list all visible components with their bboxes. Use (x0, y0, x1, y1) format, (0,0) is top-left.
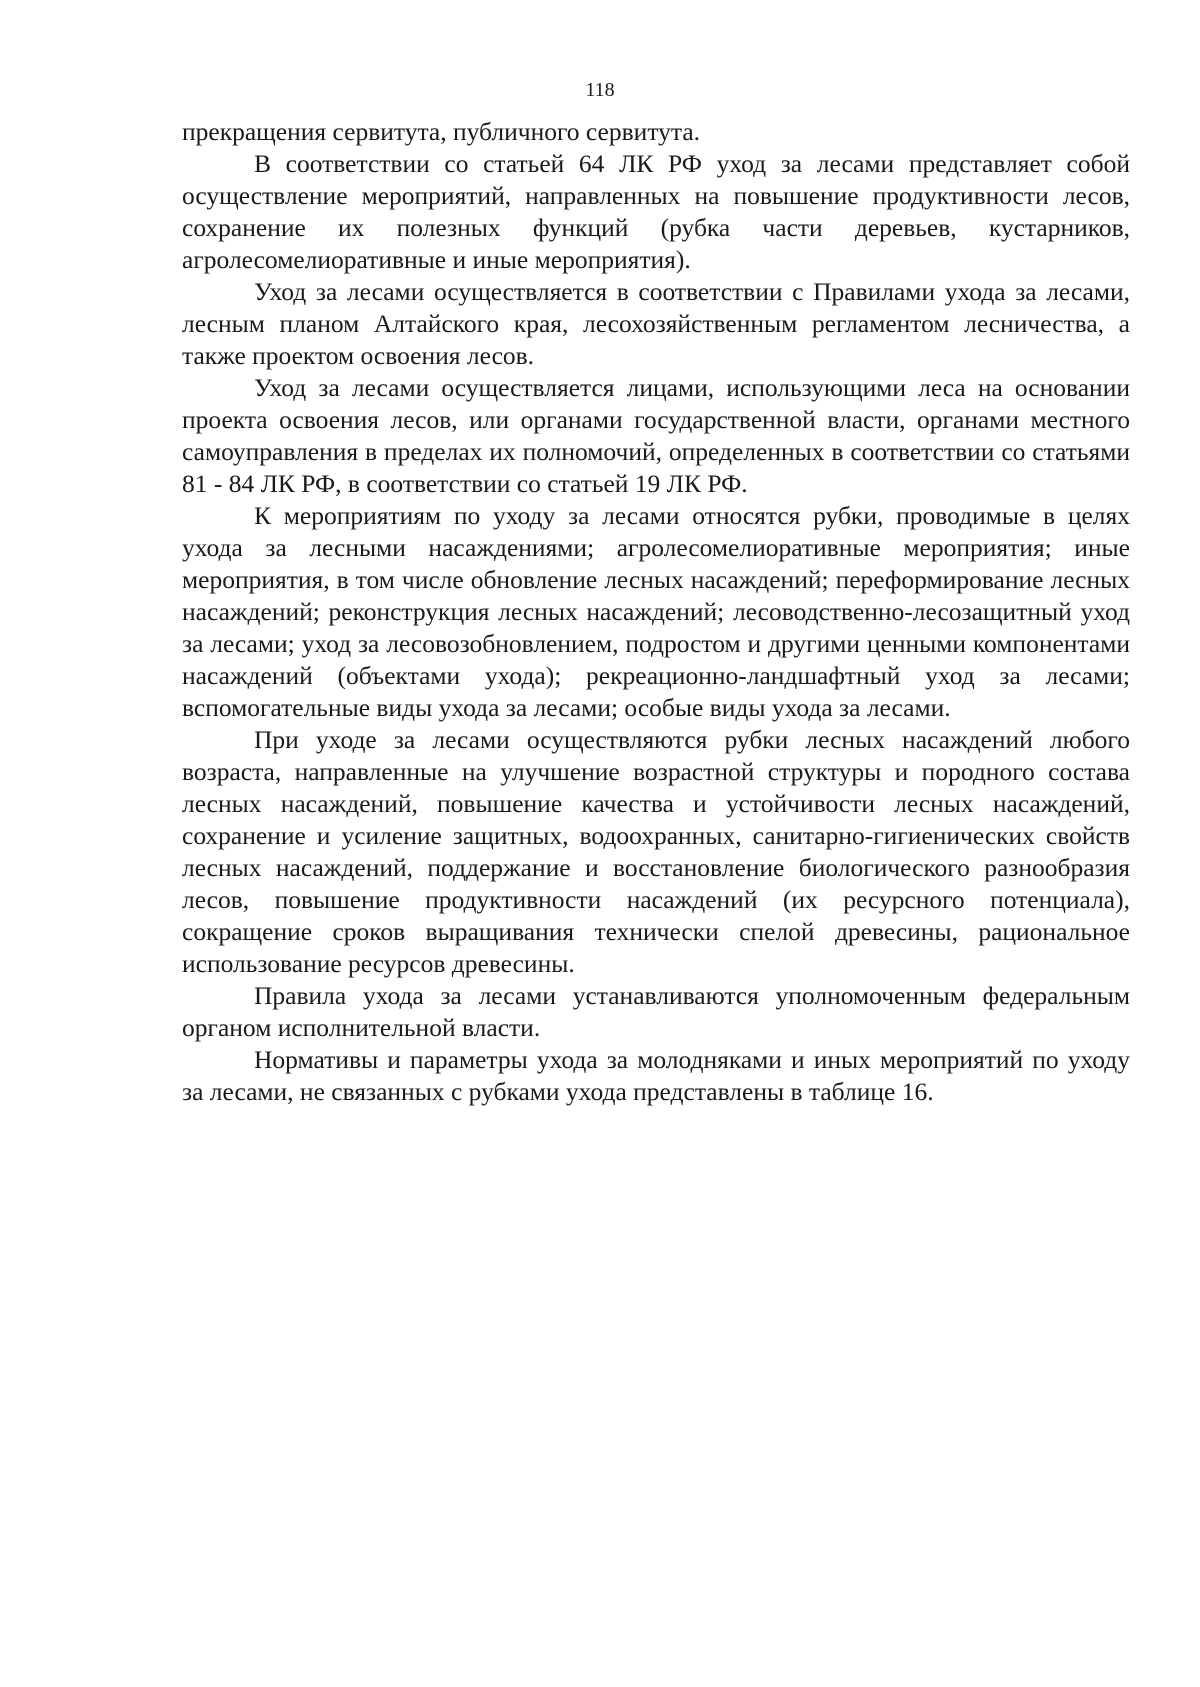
paragraph-care-performers: Уход за лесами осуществляется лицами, использующими леса на основании проекта освоения лесов, или органами государственной власти, органами местного самоуправления в пределах их полномочий, определенных в соответствии со статьями 81 - 84 ЛК РФ, в соответствии со статьей 19 ЛК РФ. (182, 373, 1130, 498)
paragraph-care-definition: В соответствии со статьей 64 ЛК РФ уход за лесами представляет собой осуществление мероприятий, направленных на повышение продуктивности лесов, сохранение их полезных функций (рубка части деревьев, кустарников, агролесомелиоративные и иные мероприятия). (182, 149, 1130, 274)
page-number: 118 (585, 79, 615, 101)
paragraph-continuation: прекращения сервитута, публичного сервитута. (182, 117, 701, 146)
paragraph-care-regulations: Уход за лесами осуществляется в соответствии с Правилами ухода за лесами, лесным планом Алтайского края, лесохозяйственным регламентом лесничества, а также проектом освоения лесов. (182, 277, 1130, 370)
paragraph-care-standards: Нормативы и параметры ухода за молодняками и иных мероприятий по уходу за лесами, не связанных с рубками ухода представлены в таблице 16. (182, 1045, 1130, 1106)
paragraph-care-measures: К мероприятиям по уходу за лесами относятся рубки, проводимые в целях ухода за лесными насаждениями; агролесомелиоративные мероприятия; иные мероприятия, в том числе обновление лесных насаждений; переформирование лесных насаждений; реконструкция лесных насаждений; лесоводственно-лесозащитный уход за лесами; уход за лесовозобновлением, подростом и другими ценными компонентами насаждений (объектами ухода); рекреационно-ландшафтный уход за лесами; вспомогательные виды ухода за лесами; особые виды ухода за лесами. (182, 501, 1130, 722)
paragraph-care-rules: Правила ухода за лесами устанавливаются уполномоченным федеральным органом исполнительной власти. (182, 981, 1130, 1042)
body-text (182, 116, 1130, 1108)
paragraph-care-felling: При уходе за лесами осуществляются рубки лесных насаждений любого возраста, направленные на улучшение возрастной структуры и породного состава лесных насаждений, повышение качества и устойчивости лесных насаждений, сохранение и усиление защитных, водоохранных, санитарно-гигиенических свойств лесных насаждений, поддержание и восстановление биологического разнообразия лесов, повышение продуктивности насаждений (их ресурсного потенциала), сокращение сроков выращивания технически спелой древесины, рациональное использование ресурсов древесины. (182, 725, 1130, 978)
